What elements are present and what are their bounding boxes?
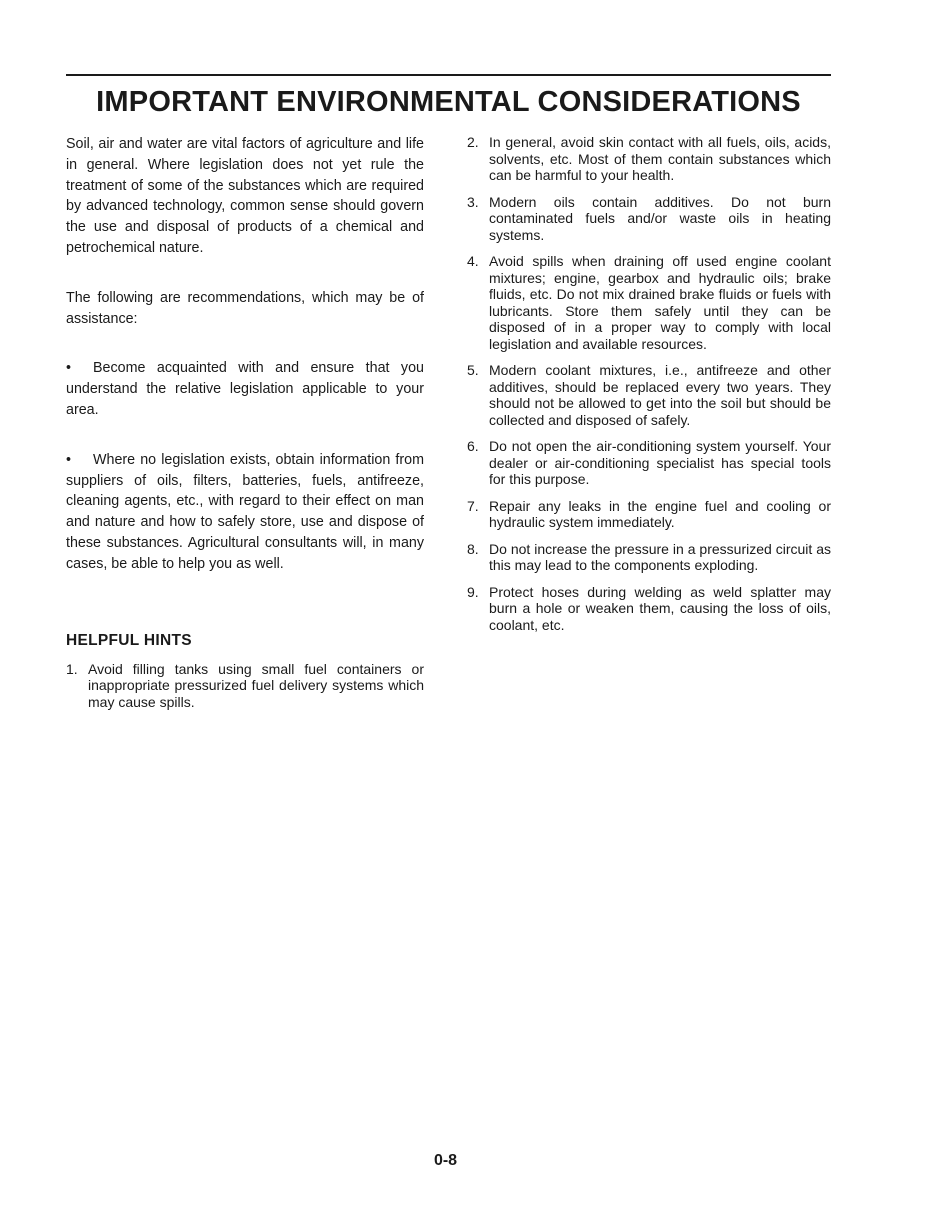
hint-item-4: [467, 253, 831, 352]
right-column: [467, 134, 831, 643]
hint-text: Avoid spills when draining off used engine coolant mixtures; engine, gearbox and hydraulic oils; brake fluids, etc. Do not mix drained brake fluids or fuels with lubricants. Store them safely until they can be disposed of in a proper way to comply with local legislation and available resources.: [489, 253, 831, 352]
hint-item-9: [467, 584, 831, 634]
left-column: [66, 134, 424, 710]
hint-item-5: [467, 362, 831, 428]
hint-item-8: [467, 541, 831, 574]
hint-number: 6.: [467, 438, 479, 454]
hint-number: 4.: [467, 253, 479, 269]
bullet-item: [66, 358, 424, 420]
hint-number: 2.: [467, 134, 479, 150]
hint-item-3: [467, 194, 831, 244]
bullet-item: [66, 450, 424, 575]
header-rule: [66, 74, 831, 76]
helpful-hints-heading: HELPFUL HINTS: [66, 631, 192, 649]
hint-text: Do not open the air-conditioning system yourself. Your dealer or air-conditioning specialist has special tools for this purpose.: [489, 438, 831, 487]
hint-list: [66, 661, 424, 711]
bullet-icon: •: [66, 451, 72, 468]
bullet-icon: •: [66, 360, 72, 377]
hint-number: 7.: [467, 497, 479, 514]
hint-text: Modern oils contain additives. Do not burn contaminated fuels and/or waste oils in heating systems.: [489, 193, 831, 243]
bullet-text: Where no legislation exists, obtain information from suppliers of oils, filters, batteries, fuels, antifreeze, cleaning agents, etc., with regard to their effect on man and nature and how to safely store, use and dispose of these substances. Agricultural consultants will, in many cases, be able to help you as well.: [66, 451, 424, 572]
hint-number: 5.: [467, 362, 479, 378]
hint-text: In general, avoid skin contact with all fuels, oils, acids, solvents, etc. Most of them contain substances which can be harmful to your health.: [489, 134, 831, 183]
hint-text: Protect hoses during welding as weld splatter may burn a hole or weaken them, causing the loss of oils, coolant, etc.: [489, 583, 831, 633]
hint-number: 1.: [66, 660, 78, 677]
page-number: 0-8: [433, 1152, 458, 1169]
hint-text: Avoid filling tanks using small fuel containers or inappropriate pressurized fuel delivery systems which may cause spills.: [88, 660, 424, 710]
hint-number: 8.: [467, 540, 479, 557]
hint-number: 9.: [467, 583, 479, 600]
page-title: IMPORTANT ENVIRONMENTAL CONSIDERATIONS: [96, 86, 801, 118]
hint-item-7: [467, 498, 831, 531]
hint-number: 3.: [467, 193, 479, 210]
hint-item-6: [467, 438, 831, 488]
hint-list-continued: [467, 134, 831, 633]
hint-text: Repair any leaks in the engine fuel and cooling or hydraulic system immediately.: [489, 497, 831, 530]
intro-paragraph: Soil, air and water are vital factors of agriculture and life in general. Where legislation does not yet rule the treatment of some of the substances which are required by advanced technology, common sense should govern the use and disposal of products of a chemical and petrochemical nature.: [66, 136, 424, 256]
bullet-text: Become acquainted with and ensure that you understand the relative legislation applicable to your area.: [66, 360, 424, 418]
recommendations-intro: The following are recommendations, which may be of assistance:: [66, 289, 424, 327]
hint-item-1: [66, 661, 424, 711]
hint-text: Do not increase the pressure in a pressurized circuit as this may lead to the components exploding.: [489, 540, 831, 573]
hint-item-2: [467, 134, 831, 184]
hint-text: Modern coolant mixtures, i.e., antifreeze and other additives, should be replaced every two years. They should not be allowed to get into the soil but should be collected and disposed of safely.: [489, 362, 831, 428]
